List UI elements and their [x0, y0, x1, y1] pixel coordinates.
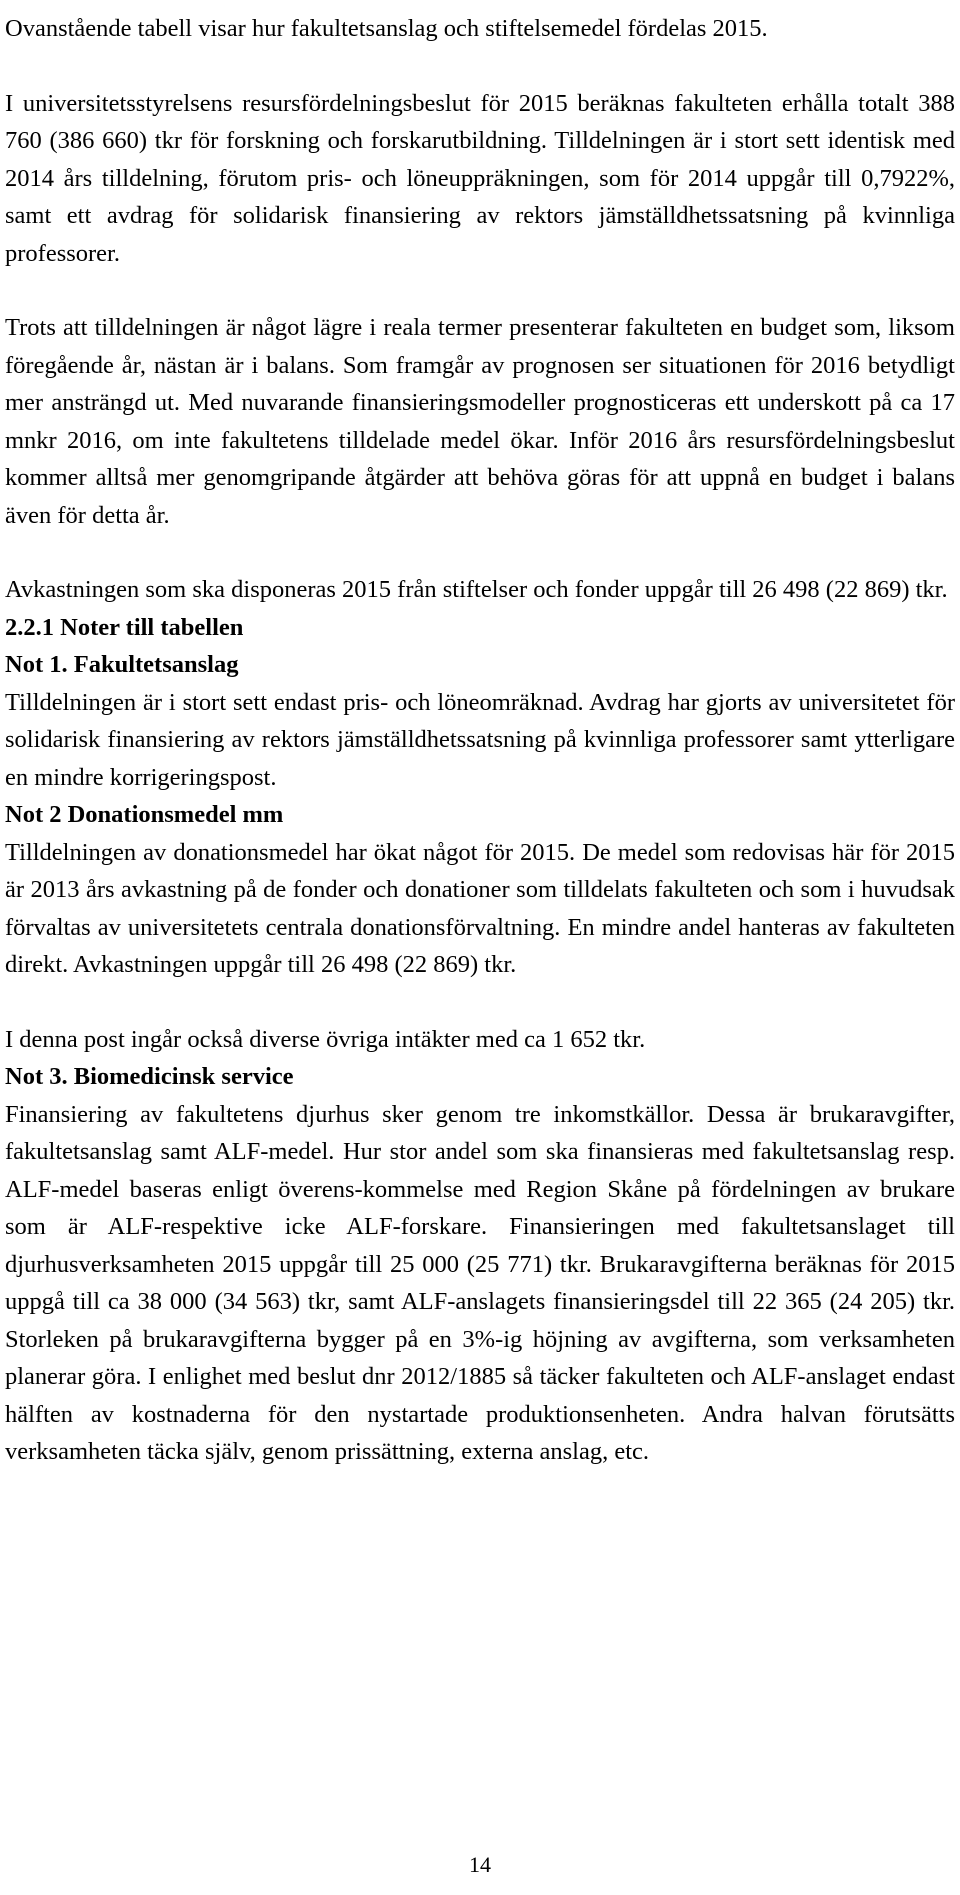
- note-1-heading: Not 1. Fakultetsanslag: [5, 651, 239, 678]
- section-heading: 2.2.1 Noter till tabellen: [5, 613, 244, 641]
- note-2-heading: Not 2 Donationsmedel mm: [5, 801, 284, 828]
- note-3-text: Finansiering av fakultetens djurhus sker genom tre inkomstkällor. Dessa är brukaravgifter, fakultetsanslag samt ALF-medel. Hur stor andel som ska finansieras med fakultetsanslag resp. ALF-medel baseras enligt överens-kommelse med Region Skåne på fördelningen av brukare som är ALF-respektive icke ALF-forskare. Finansieringen med fakultetsanslaget till djurhusverksamheten 2015 uppgår till 25 000 (25 771) tkr. Brukaravgifterna beräknas för 2015 uppgå till ca 38 000 (34 563) tkr, samt ALF-anslagets finansieringsdel till 22 365 (24 205) tkr. Storleken på brukaravgifterna bygger på en 3%-ig höjning av avgifterna, som verksamheten planerar göra. I enlighet med beslut dnr 2012/1885 så täcker fakulteten och ALF-anslaget endast hälften av kostnaderna för den nystartade produktionsenheten. Andra halvan förutsätts verksamheten täcka själv, genom prissättning, externa anslag, etc.: [5, 1100, 955, 1465]
- paragraph-intro: Ovanstående tabell visar hur fakultetsanslag och stiftelsemedel fördelas 2015.: [5, 15, 768, 42]
- paragraph-allocation: I universitetsstyrelsens resursfördelningsbeslut för 2015 beräknas fakulteten erhålla totalt 388 760 (386 660) tkr för forskning och forskarutbildning. Tilldelningen är i stort sett identisk med 2014 års tilldelning, förutom pris- och löneuppräkningen, som för 2014 uppgår till 0,7922%, samt ett avdrag för solidarisk finansiering av rektors jämställdhetssatsning på kvinnliga professorer.: [5, 89, 955, 267]
- note-2-text: Tilldelningen av donationsmedel har ökat något för 2015. De medel som redovisas här för 2015 är 2013 års avkastning på de fonder och donationer som tilldelats fakulteten och som i huvudsak förvaltas av universitetets centrala donationsförvaltning. En mindre andel hanteras av fakulteten direkt. Avkastningen uppgår till 26 498 (22 869) tkr.: [5, 838, 955, 978]
- paragraph-budget: Trots att tilldelningen är något lägre i reala termer presenterar fakulteten en budget som, liksom föregående år, nästan är i balans. Som framgår av prognosen ser situationen för 2016 betydligt mer ansträngd ut. Med nuvarande finansieringsmodeller prognosticeras ett underskott på ca 17 mnkr 2016, om inte fakultetens tilldelade medel ökar. Inför 2016 års resursfördelningsbeslut kommer alltså mer genomgripande åtgärder att behöva göras för att uppnå en budget i balans även för detta år.: [5, 314, 955, 529]
- page-number: 14: [469, 1852, 491, 1877]
- note-1-text: Tilldelningen är i stort sett endast pris- och löneomräknad. Avdrag har gjorts av universitetet för solidarisk finansiering av rektors jämställdhetssatsning på kvinnliga professorer samt ytterligare en mindre korrigeringspost.: [5, 688, 955, 791]
- note-2-extra-text: I denna post ingår också diverse övriga intäkter med ca 1 652 tkr.: [5, 1025, 646, 1053]
- note-3-heading: Not 3. Biomedicinsk service: [5, 1063, 294, 1090]
- paragraph-return: Avkastningen som ska disponeras 2015 från stiftelser och fonder uppgår till 26 498 (22 869) tkr.: [5, 576, 948, 603]
